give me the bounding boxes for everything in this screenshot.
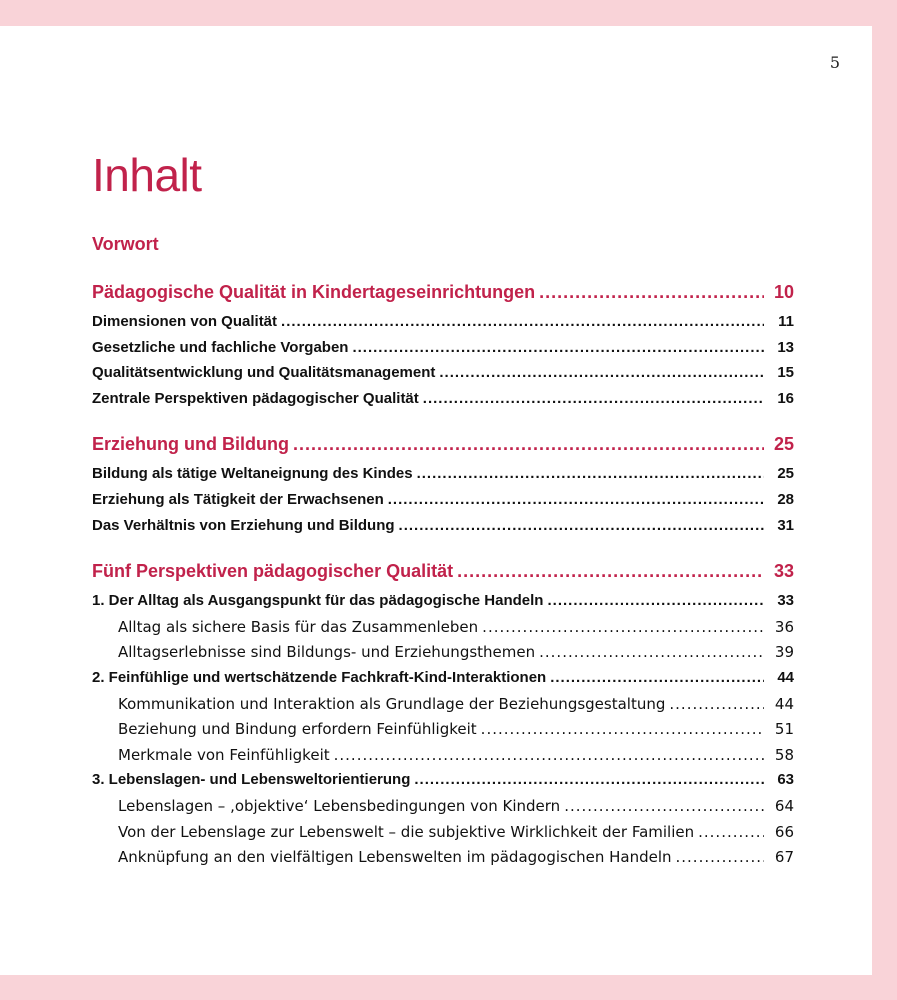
toc-subentry-label: Merkmale von Feinfühligkeit <box>118 745 330 764</box>
toc-section <box>92 434 794 542</box>
toc-chapter-page: 25 <box>773 434 794 455</box>
toc-entry-label: 2. Feinfühlige und wertschätzende Fachkraft-Kind-Interaktionen <box>92 668 547 686</box>
toc-leader-dots <box>352 339 764 356</box>
toc-subentry-label: Alltag als sichere Basis für das Zusammenleben <box>118 617 479 636</box>
toc-entry-page: 31 <box>777 516 794 534</box>
toc-subentry-page: 67 <box>774 848 794 867</box>
toc-leader-dots <box>482 618 764 636</box>
toc-entry-label: Zentrale Perspektiven pädagogischer Qualität <box>92 389 419 407</box>
page-title: Inhalt <box>92 149 202 201</box>
toc-leader-dots <box>417 465 764 482</box>
toc-leader-dots <box>481 720 764 738</box>
toc-subentry-page: 44 <box>774 694 794 713</box>
toc-subentry-page: 36 <box>774 617 794 636</box>
toc-entry-label: 1. Der Alltag als Ausgangspunkt für das pädagogische Handeln <box>92 592 544 610</box>
toc-entry[interactable] <box>92 364 794 390</box>
toc-subentry-label: Alltagserlebnisse sind Bildungs- und Erziehungsthemen <box>118 643 536 662</box>
toc-leader-dots <box>281 313 764 330</box>
toc-subentry[interactable] <box>92 797 794 823</box>
table-of-contents <box>92 282 794 893</box>
toc-entry[interactable] <box>92 313 794 339</box>
toc-chapter-title: Pädagogische Qualität in Kindertageseinrichtungen <box>92 282 536 302</box>
toc-vorwort[interactable]: Vorwort <box>92 234 159 254</box>
toc-subentry[interactable] <box>92 746 794 772</box>
toc-entry-page: 28 <box>777 490 794 508</box>
toc-chapter-page: 33 <box>773 561 794 582</box>
toc-entry[interactable] <box>92 771 794 797</box>
toc-leader-dots <box>414 771 764 788</box>
toc-subentry-page: 66 <box>774 822 794 841</box>
toc-entry-label: Qualitätsentwicklung und Qualitätsmanagement <box>92 364 436 382</box>
toc-leader-dots <box>457 561 764 582</box>
toc-subentry[interactable] <box>92 823 794 849</box>
toc-leader-dots <box>698 823 764 841</box>
toc-entry-page: 25 <box>777 465 794 483</box>
toc-entry-label: Gesetzliche und fachliche Vorgaben <box>92 338 349 356</box>
toc-entry-page: 16 <box>777 389 794 407</box>
toc-subentry[interactable] <box>92 618 794 644</box>
toc-subentry-label: Anknüpfung an den vielfältigen Lebenswelten im pädagogischen Handeln <box>118 848 672 867</box>
toc-leader-dots <box>564 797 764 815</box>
toc-entry-label: Dimensionen von Qualität <box>92 313 278 330</box>
toc-subentry-label: Lebenslagen – ‚objektive‘ Lebensbedingungen von Kindern <box>118 796 561 815</box>
toc-subentry-label: Beziehung und Bindung erfordern Feinfühligkeit <box>118 720 477 739</box>
toc-entry-page: 15 <box>777 364 794 382</box>
toc-entry-label: Das Verhältnis von Erziehung und Bildung <box>92 516 395 534</box>
toc-leader-dots <box>423 390 764 407</box>
toc-leader-dots <box>388 491 764 508</box>
toc-subentry[interactable] <box>92 643 794 669</box>
toc-chapter[interactable] <box>92 561 794 587</box>
toc-entry-label: Erziehung als Tätigkeit der Erwachsenen <box>92 490 384 508</box>
toc-section <box>92 282 794 415</box>
toc-subentry[interactable] <box>92 695 794 721</box>
toc-subentry-page: 51 <box>774 720 794 739</box>
toc-entry[interactable] <box>92 491 794 517</box>
toc-subentry[interactable] <box>92 848 794 874</box>
toc-leader-dots <box>547 592 764 609</box>
toc-leader-dots <box>539 643 764 661</box>
toc-chapter-page: 10 <box>773 282 794 302</box>
toc-leader-dots <box>439 364 764 381</box>
toc-leader-dots <box>676 848 765 866</box>
toc-entry-page: 63 <box>777 771 794 789</box>
toc-entry[interactable] <box>92 339 794 365</box>
toc-subentry-label: Kommunikation und Interaktion als Grundlage der Beziehungsgestaltung <box>118 694 666 713</box>
page-number: 5 <box>829 53 840 72</box>
toc-entry-label: 3. Lebenslagen- und Lebensweltorientierung <box>92 771 411 789</box>
toc-chapter[interactable] <box>92 434 794 460</box>
toc-leader-dots <box>669 695 764 713</box>
toc-entry[interactable] <box>92 390 794 416</box>
toc-entry-page: 11 <box>778 313 794 330</box>
toc-entry-page: 44 <box>777 668 794 686</box>
toc-chapter-title: Erziehung und Bildung <box>92 434 289 455</box>
toc-subentry-page: 58 <box>774 745 794 764</box>
toc-subentry[interactable] <box>92 720 794 746</box>
toc-entry[interactable] <box>92 465 794 491</box>
toc-leader-dots <box>550 669 764 686</box>
toc-leader-dots <box>293 434 764 455</box>
toc-entry[interactable] <box>92 517 794 543</box>
toc-subentry-page: 39 <box>774 643 794 662</box>
toc-entry-page: 33 <box>777 592 794 610</box>
toc-entry-label: Bildung als tätige Weltaneignung des Kindes <box>92 465 413 483</box>
toc-chapter-title: Fünf Perspektiven pädagogischer Qualität <box>92 561 454 582</box>
toc-section <box>92 561 794 874</box>
toc-entry[interactable] <box>92 592 794 618</box>
toc-leader-dots <box>334 746 764 764</box>
toc-leader-dots <box>399 517 764 534</box>
document-page <box>0 26 872 975</box>
toc-subentry-page: 64 <box>774 796 794 815</box>
toc-chapter[interactable] <box>92 282 794 308</box>
toc-entry[interactable] <box>92 669 794 695</box>
toc-entry-page: 13 <box>777 338 794 356</box>
toc-leader-dots <box>539 282 764 303</box>
toc-subentry-label: Von der Lebenslage zur Lebenswelt – die subjektive Wirklichkeit der Familien <box>118 822 695 841</box>
